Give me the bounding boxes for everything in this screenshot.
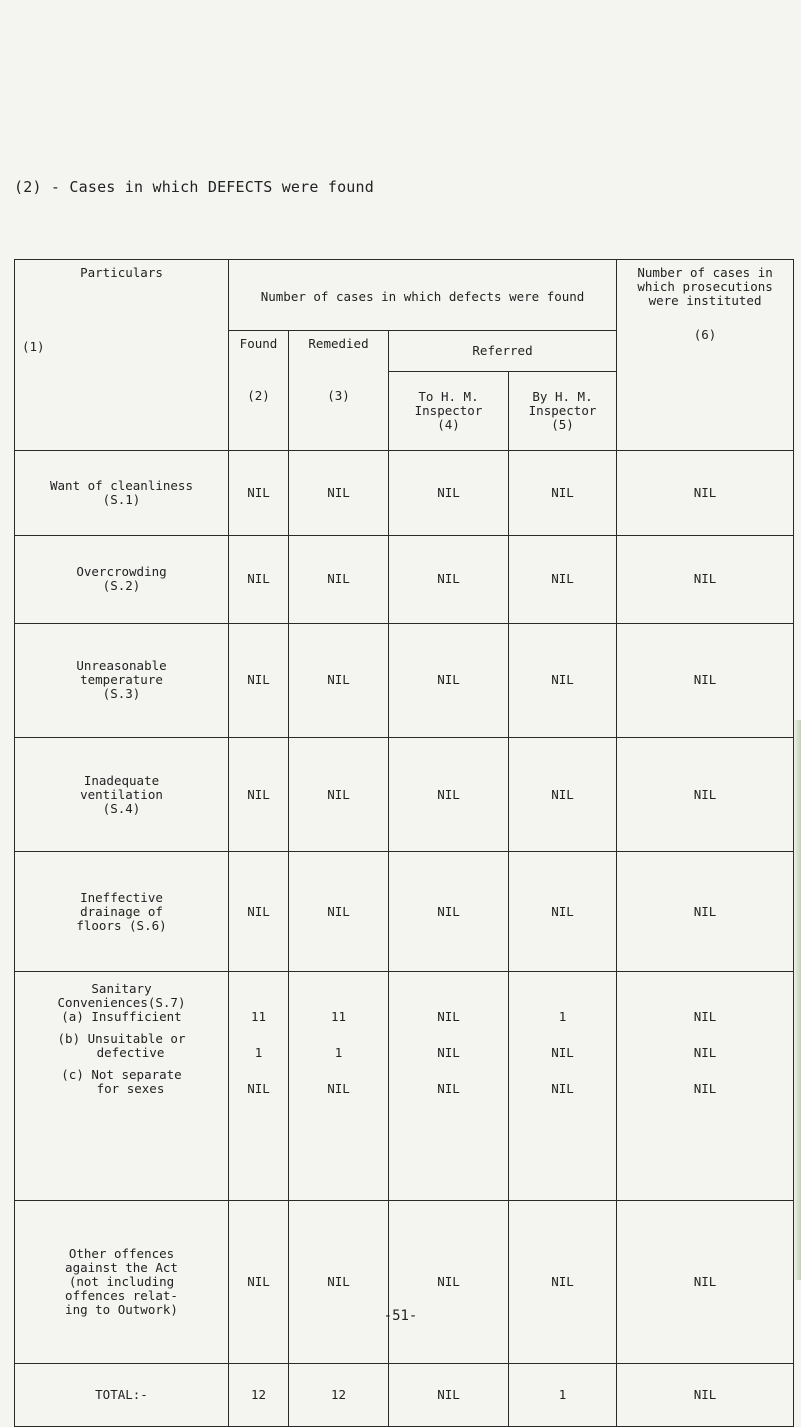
row-label-line: ing to Outwork) [65,1302,178,1318]
row-label-line: (S.4) [102,800,141,816]
header-prosecutions-num: (6) [693,327,717,342]
header-remedied [289,330,389,450]
cell-found: NIL [247,1081,270,1097]
sanitary-remedied [289,972,389,1201]
cell-by-hm: NIL [551,1081,574,1097]
cell-to-hm: NIL [389,536,509,623]
header-particulars-label: Particulars [80,265,163,280]
header-particulars [15,260,229,451]
cell-by-hm: NIL [509,852,617,972]
cell-found: NIL [229,450,289,536]
cell-by-hm: NIL [509,623,617,737]
cell-found: NIL [229,536,289,623]
cell-prosecutions: NIL [617,852,794,972]
header-prosecutions-label: Number of cases in which prosecutions were instituted [637,265,773,308]
table-row [15,450,794,536]
header-prosecutions [617,260,794,451]
total-found: 12 [229,1364,289,1427]
sanitary-prosecutions [617,972,794,1201]
total-to-hm: NIL [389,1364,509,1427]
row-label-line: (not including [68,1274,175,1290]
cell-remedied: NIL [327,1081,350,1097]
row-label [15,450,229,536]
cell-prosecutions: NIL [617,1200,794,1363]
header-to-hm-label: To H. M. Inspector [414,388,483,418]
row-label-line: against the Act [65,1260,178,1276]
cell-prosecutions: NIL [617,450,794,536]
sanitary-title-line: Conveniences(S.7) [57,995,186,1011]
sanitary-found [229,972,289,1201]
cell-to-hm: NIL [389,623,509,737]
row-label-line: (S.2) [102,578,141,594]
row-label [15,737,229,851]
row-label [15,623,229,737]
cell-remedied: 1 [334,1045,343,1061]
sanitary-sub-c-line: for sexes [96,1081,165,1097]
defects-table [14,259,794,1427]
page-heading: (2) - Cases in which DEFECTS were found [14,178,374,196]
sanitary-label [15,972,229,1201]
cell-remedied: NIL [289,1200,389,1363]
header-found [229,330,289,450]
header-by-hm-num: (5) [551,416,574,432]
cell-remedied: NIL [289,852,389,972]
cell-found: NIL [229,737,289,851]
cell-by-hm: 1 [558,1009,567,1025]
sanitary-sub-a: (a) Insufficient [61,1009,182,1025]
header-remedied-label: Remedied [308,335,369,351]
row-label-line: ventilation [80,786,163,802]
row-label [15,1200,229,1363]
total-prosecutions: NIL [617,1364,794,1427]
cell-remedied: 11 [330,1009,347,1025]
row-label-line: Inadequate [83,772,160,788]
cell-remedied: NIL [289,737,389,851]
cell-to-hm: NIL [389,852,509,972]
cell-prosecutions: NIL [693,1045,717,1061]
total-by-hm: 1 [509,1364,617,1427]
cell-found: NIL [229,1200,289,1363]
sanitary-by-hm [509,972,617,1201]
cell-by-hm: NIL [509,450,617,536]
row-label-line: Overcrowding [76,564,167,580]
header-to-hm-num: (4) [437,416,460,432]
total-label: TOTAL:- [15,1364,229,1427]
page-edge-shading [793,720,801,1280]
total-remedied: 12 [289,1364,389,1427]
row-label-line: temperature [80,672,163,688]
header-to-hm [389,371,509,450]
cell-to-hm: NIL [437,1009,460,1025]
cell-remedied: NIL [289,536,389,623]
cell-found: NIL [229,852,289,972]
header-referred: Referred [389,330,617,371]
row-label-line: Unreasonable [76,658,167,674]
sanitary-sub-b: (b) Unsuitable or [57,1031,186,1047]
row-label-line: Want of cleanliness [50,478,193,493]
header-by-hm-label: By H. M. Inspector [528,388,597,418]
row-label [15,536,229,623]
cell-to-hm: NIL [437,1081,460,1097]
cell-to-hm: NIL [389,450,509,536]
sanitary-sub-c: (c) Not separate [61,1067,182,1083]
table-row [15,737,794,851]
sanitary-to-hm [389,972,509,1201]
header-remedied-num: (3) [327,387,350,403]
cell-prosecutions: NIL [617,536,794,623]
cell-to-hm: NIL [389,1200,509,1363]
row-label-line: offences relat- [65,1288,178,1304]
cell-remedied: NIL [289,450,389,536]
cell-to-hm: NIL [389,737,509,851]
table-row-total [15,1364,794,1427]
row-label [15,852,229,972]
row-label-line: (S.1) [102,492,141,507]
row-label-line: drainage of [80,903,163,919]
table-row [15,536,794,623]
header-found-label: Found [239,335,278,351]
cell-found: NIL [229,623,289,737]
cell-prosecutions: NIL [693,1009,717,1025]
cell-found: 11 [250,1009,267,1025]
header-group: Number of cases in which defects were found [229,260,617,331]
row-label-line: Ineffective [80,889,163,905]
row-label-line: (S.3) [102,686,141,702]
cell-prosecutions: NIL [693,1081,717,1097]
cell-by-hm: NIL [551,1045,574,1061]
table-row [15,623,794,737]
table-row [15,852,794,972]
page-number: -51- [383,1308,418,1324]
table-row-other [15,1200,794,1363]
cell-prosecutions: NIL [617,737,794,851]
cell-to-hm: NIL [437,1045,460,1061]
table-row-sanitary [15,972,794,1201]
cell-prosecutions: NIL [617,623,794,737]
cell-by-hm: NIL [509,536,617,623]
cell-by-hm: NIL [509,737,617,851]
cell-remedied: NIL [289,623,389,737]
header-found-num: (2) [247,387,270,403]
cell-by-hm: NIL [509,1200,617,1363]
row-label-line: floors (S.6) [76,917,167,933]
sanitary-sub-b-line: defective [96,1045,165,1061]
header-by-hm [509,371,617,450]
cell-found: 1 [254,1045,263,1061]
header-particulars-num: (1) [22,339,45,354]
row-label-line: Other offences [68,1246,175,1262]
sanitary-title-line: Sanitary [91,981,152,997]
